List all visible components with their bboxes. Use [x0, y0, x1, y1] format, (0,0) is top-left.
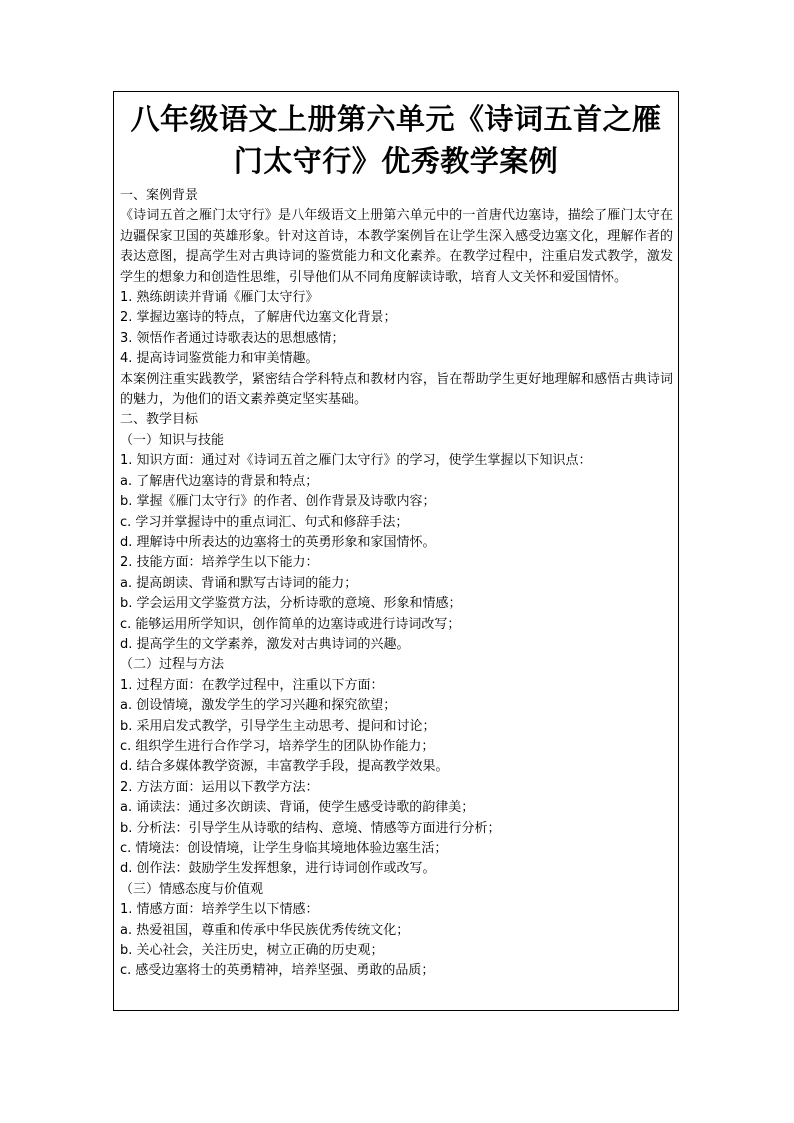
list-item: 2. 技能方面：培养学生以下能力：	[120, 555, 319, 571]
subsection-heading-knowledge: （一）知识与技能	[120, 432, 225, 448]
list-item: a. 诵读法：通过多次朗读、背诵，使学生感受诗歌的韵律美；	[120, 800, 475, 816]
list-item: c. 组织学生进行合作学习，培养学生的团队协作能力；	[120, 738, 435, 754]
section-heading-objectives: 二、教学目标	[120, 412, 199, 428]
list-item: b. 采用启发式教学，引导学生主动思考、提问和讨论；	[120, 718, 436, 734]
section-heading-background: 一、案例背景	[120, 188, 199, 203]
list-item: b. 关心社会，关注历史，树立正确的历史观；	[120, 943, 384, 959]
list-item: b. 掌握《雁门太守行》的作者、创作背景及诗歌内容；	[120, 494, 436, 510]
goal-item: 2. 掌握边塞诗的特点，了解唐代边塞文化背景；	[120, 310, 397, 326]
list-item: a. 热爱祖国，尊重和传承中华民族优秀传统文化；	[120, 922, 410, 938]
list-item: b. 分析法：引导学生从诗歌的结构、意境、情感等方面进行分析；	[120, 820, 501, 836]
document-body	[114, 186, 678, 982]
document-frame	[113, 91, 679, 1011]
list-item: c. 能够运用所学知识，创作简单的边塞诗或进行诗词改写；	[120, 616, 461, 632]
list-item: c. 感受边塞将士的英勇精神，培养坚强、勇敢的品质；	[120, 963, 435, 979]
list-item: 1. 情感方面：培养学生以下情感：	[120, 902, 319, 918]
goal-item: 4. 提高诗词鉴赏能力和审美情趣。	[120, 351, 319, 367]
subsection-heading-values: （三）情感态度与价值观	[120, 881, 264, 897]
goal-item: 3. 领悟作者通过诗歌表达的思想感情；	[120, 330, 345, 346]
list-item: 1. 过程方面：在教学过程中，注重以下方面：	[120, 677, 384, 693]
list-item: d. 结合多媒体教学资源，丰富教学手段，提高教学效果。	[120, 759, 449, 775]
list-item: c. 学习并掌握诗中的重点词汇、句式和修辞手法；	[120, 514, 409, 530]
goal-item: 1. 熟练朗读并背诵《雁门太守行》	[120, 290, 319, 306]
subsection-heading-process: （二）过程与方法	[120, 657, 225, 673]
list-item: a. 了解唐代边塞诗的背景和特点；	[120, 473, 319, 489]
list-item: d. 理解诗中所表达的边塞将士的英勇形象和家国情怀。	[120, 534, 436, 550]
list-item: a. 提高朗读、背诵和默写古诗词的能力；	[120, 575, 358, 591]
list-item: 1. 知识方面：通过对《诗词五首之雁门太守行》的学习，使学生掌握以下知识点：	[120, 453, 592, 469]
background-closing-paragraph: 本案例注重实践教学，紧密结合学科特点和教材内容，旨在帮助学生更好地理解和感悟古典诗词的魅力，为他们的语文素养奠定坚实基础。	[120, 371, 673, 408]
list-item: d. 创作法：鼓励学生发挥想象，进行诗词创作或改写。	[120, 861, 436, 877]
list-item: c. 情境法：创设情境，让学生身临其境地体验边塞生活；	[120, 841, 448, 856]
document-title: 八年级语文上册第六单元《诗词五首之雁门太守行》优秀教学案例	[130, 102, 662, 178]
list-item: 2. 方法方面：运用以下教学方法：	[120, 779, 319, 795]
background-intro-paragraph: 《诗词五首之雁门太守行》是八年级语文上册第六单元中的一首唐代边塞诗，描绘了雁门太守在边疆保家卫国的英雄形象。针对这首诗，本教学案例旨在让学生深入感受边塞文化，理解作者的表达意图，提高学生对古典诗词的鉴赏能力和文化素养。在教学过程中，注重启发式教学，激发学生的想象力和创造性思维，引导他们从不同角度解读诗歌，培育人文关怀和爱国情怀。	[120, 208, 673, 285]
list-item: d. 提高学生的文学素养，激发对古典诗词的兴趣。	[120, 636, 410, 652]
list-item: a. 创设情境，激发学生的学习兴趣和探究欲望；	[120, 698, 397, 714]
list-item: b. 学会运用文学鉴赏方法，分析诗歌的意境、形象和情感；	[120, 596, 462, 612]
